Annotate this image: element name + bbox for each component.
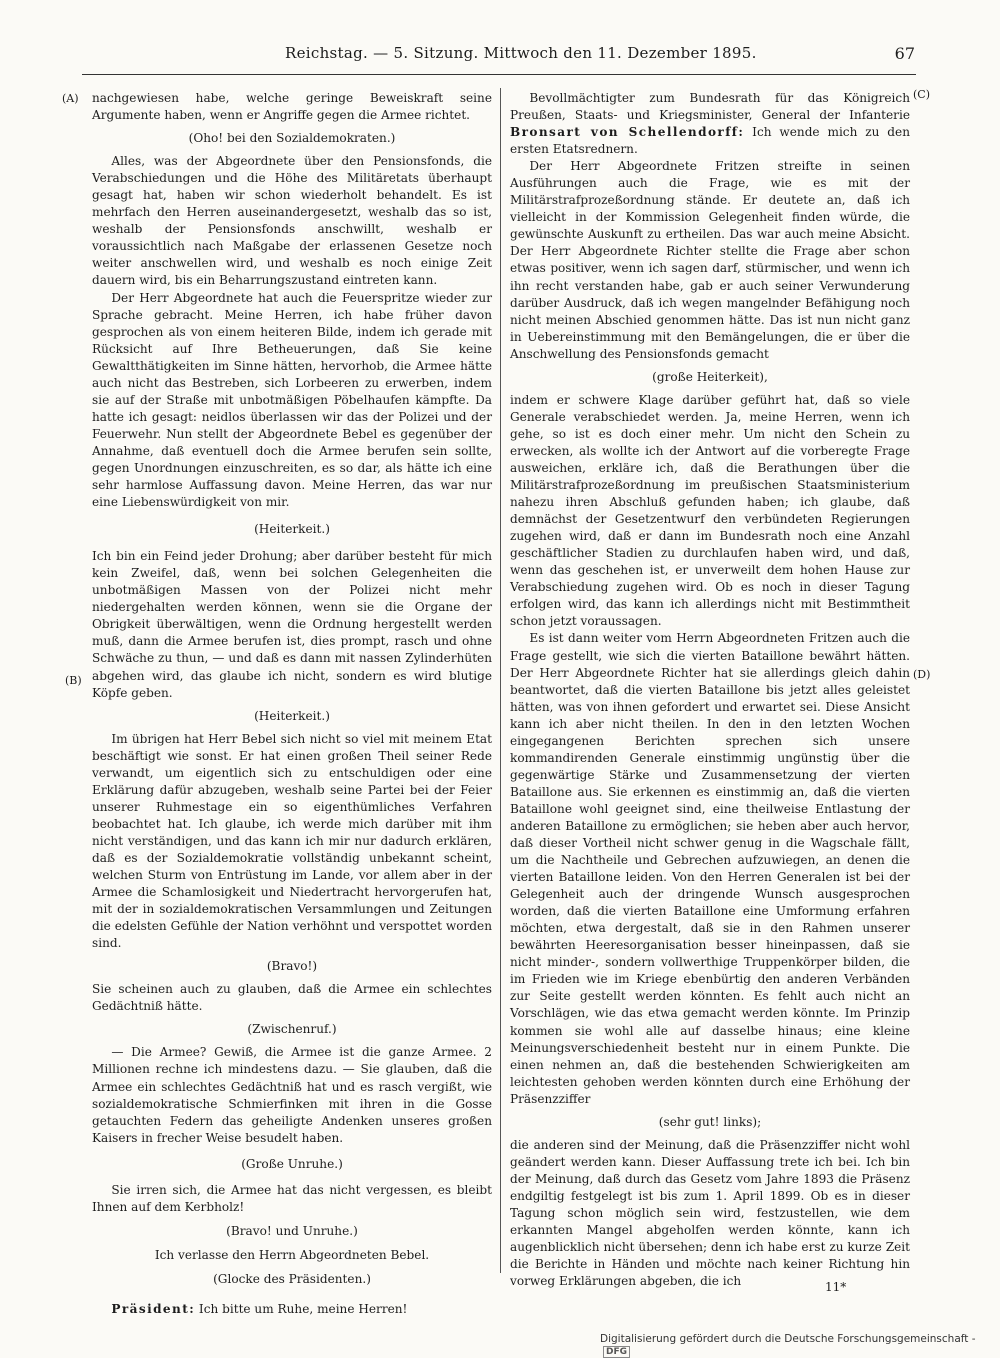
left-column <box>92 90 492 1318</box>
speaker-name: Bronsart von Schellendorff: <box>510 125 745 140</box>
paragraph: Ich bin ein Feind jeder Drohung; aber darüber besteht für mich kein Zweifel, daß, wenn bei solchen Gelegenheiten die unbotmäßigen Massen von der Polizei nicht mehr niedergehalten werden können, wenn sie die Organe der Obrigkeit überwältigen, wenn die Ordnung hergestellt werden muß, dann die Armee berufen ist, dies prompt, rasch und ohne Schwäche zu thun, — und daß es dann mit nassen Zylinderhüten abgehen wird, das glaube ich nicht, sondern es wird blutige Köpfe geben. <box>92 549 492 700</box>
dfg-logo: DFG <box>603 1346 630 1358</box>
paragraph: Alles, was der Abgeordnete über den Pensionsfonds, die Verabschiedungen und die Höhe des Militäretats überhaupt gesagt hat, haben wir schon wiederholt behandelt. Es ist mehrfach den Herren auseinandergesetzt, weshalb das so ist, weshalb der Pensionsfonds anschwillt, weshalb er voraussichtlich nach Maßgabe der erlassenen Gesetze noch weiter anschwellen wird, und weshalb es noch einige Zeit dauern wird, bis ein Beharrungszustand eintreten kann. <box>92 154 492 288</box>
margin-marker-c: (C) <box>913 88 930 101</box>
interjection: (Bravo!) <box>266 959 318 974</box>
president-label: Präsident: <box>111 1302 196 1316</box>
paragraph: indem er schwere Klage darüber geführt hat, daß so viele Generale verabschiedet werden. Ja, meine Herren, wenn ich gehe, so ist es doch einer mehr. Um nicht den Schein zu erwecken, als wollte ich der Antwort auf die vorberegte Frage ausweichen, erkläre ich, daß die Berathungen über die Militärstrafprozeßordnung im preußischen Staatsministerium nahezu ihren Abschluß gefunden haben; ich glaube, daß demnächst der Gesetzentwurf den verbündeten Regierungen zugehen wird, daß er dann im Bundesrath noch eine Anzahl geschäftlicher Stadien zu durchlaufen haben wird, und daß, wenn das geschehen ist, er unverweilt dem hohen Hause zur Verabschiedung zugehen wird. Ob es noch in dieser Tagung erfolgen wird, das kann ich allerdings nicht mit Bestimmtheit schon jetzt voraussagen. <box>510 392 910 629</box>
page-header <box>85 44 915 70</box>
footer-credit <box>600 1333 1000 1358</box>
interjection: (Heiterkeit.) <box>254 522 330 537</box>
margin-marker-d: (D) <box>913 668 931 681</box>
paragraph: Im übrigen hat Herr Bebel sich nicht so viel mit meinem Etat beschäftigt wie sonst. Er hat einen großen Theil seiner Rede verwandt, um eigentlich sich zu entschuldigen oder eine Erklärung dafür abzugeben, weshalb seine Partei bei der Feier unserer Ruhmestage ein so eigenthümliches Verfahren beobachtet hat. Ich glaube, ich werde mich darüber mit ihm nicht verständigen, und das kann ich mir nur dadurch erklären, daß es der Sozialdemokratie vollständig unbekannt scheint, welchen Sturm von Entrüstung im Lande, vor allem aber in der Armee die Schamlosigkeit und Niedertracht hervorgerufen hat, mit der in sozialdemokratischen Versammlungen und Zeitungen die edelsten Gefühle der Nation verhöhnt und verspottet worden sind. <box>92 731 492 951</box>
margin-marker-a: (A) <box>62 92 79 105</box>
header-rule <box>82 74 916 75</box>
paragraph: Der Herr Abgeordnete Fritzen streifte in seinen Ausführungen auch die Frage, wie es mit der Militärstrafprozeßordnung stände. Er deutete an, daß ich vielleicht in der Kommission Gelegenheit finden würde, die gewünschte Auskunft zu ertheilen. Das war auch meine Absicht. Der Herr Abgeordnete Richter stellte die Frage aber schon etwas positiver, wenn ich sagen darf, stürmischer, und wenn ich ihn recht verstanden habe, gab er auch seiner Verwunderung darüber Ausdruck, daß ich wegen mangelnder Befähigung noch nicht meinen Abschied genommen hätte. Das ist nun nicht ganz in Uebereinstimmung mit den Bemängelungen, die er über die Anschwellung des Pensionsfonds gemacht <box>510 159 910 361</box>
interjection: (Glocke des Präsidenten.) <box>213 1271 371 1286</box>
interjection: (Oho! bei den Sozialdemokraten.) <box>188 131 396 146</box>
running-head: Reichstag. — 5. Sitzung. Mittwoch den 11. Dezember 1895. <box>285 44 757 62</box>
interjection: (Bravo! und Unruhe.) <box>226 1223 358 1238</box>
speaker-opening: Ich wende mich zu den ersten Etatsrednern. <box>510 125 910 157</box>
column-divider <box>500 88 501 1273</box>
paragraph: Ich verlasse den Herrn Abgeordneten Bebel. <box>154 1247 430 1262</box>
margin-marker-b: (B) <box>65 674 82 687</box>
signature-mark: 11* <box>825 1280 847 1294</box>
speaker-intro <box>510 90 910 158</box>
page-number: 67 <box>894 44 915 63</box>
paragraph: die anderen sind der Meinung, daß die Präsenzziffer nicht wohl geändert werden kann. Dieser Auffassung trete ich bei. Ich bin der Meinung, daß durch das Gesetz vom Jahre 1893 die Präsenz endgiltig festgelegt ist bis zum 1. April 1899. Ob es in dieser Tagung schon möglich sein wird, festzustellen, wie dem erkannten Mangel abgeholfen werden könnte, kann ich augenblicklich nicht übersehen; denn ich habe erst zu kurze Zeit die Berichte in Händen und möchte nach keiner Richtung hin vorweg Erklärungen abgeben, die ich <box>510 1137 910 1289</box>
paragraph: — Die Armee? Gewiß, die Armee ist die ganze Armee. 2 Millionen rechne ich mindestens dazu. — Sie glauben, daß die Armee ein schlechtes Gedächtniß hat und es rasch vergißt, wie sozialdemokratische Schmierfinken mit ihren in die Gosse getauchten Federn das geheiligte Andenken unseres großen Kaisers in frecher Weise besudelt haben. <box>92 1045 492 1145</box>
interjection: (Heiterkeit.) <box>254 708 330 723</box>
interjection: (Zwischenruf.) <box>247 1022 337 1037</box>
footer-text: Digitalisierung gefördert durch die Deutsche Forschungsgemeinschaft - <box>600 1333 976 1345</box>
paragraph: Sie scheinen auch zu glauben, daß die Armee ein schlechtes Gedächtniß hätte. <box>92 982 492 1014</box>
interjection: (sehr gut! links); <box>658 1114 762 1129</box>
paragraph: Sie irren sich, die Armee hat das nicht vergessen, es bleibt Ihnen auf dem Kerbholz! <box>92 1182 492 1214</box>
paragraph: nachgewiesen habe, welche geringe Beweiskraft seine Argumente haben, wenn er Angriffe gegen die Armee richtet. <box>92 91 492 123</box>
president-text: Ich bitte um Ruhe, meine Herren! <box>198 1302 408 1316</box>
paragraph: Der Herr Abgeordnete hat auch die Feuerspritze wieder zur Sprache gebracht. Meine Herren, ich habe früher davon gesprochen als von einem heiteren Bilde, indem ich gerade mit Rücksicht auf Ihre Betheuerungen, daß Sie keine Gewaltthätigkeiten im Sinne hätten, hervorhob, die Armee hätte auch nicht das Bestreben, sich Lorbeeren zu erwerben, indem sie auf der Straße mit unbotmäßigen Pöbelhaufen kämpfte. Da hatte ich gesagt: neidlos überlassen wir das der Polizei und der Feuerwehr. Nun stellt der Abgeordnete Bebel es gegenüber der Annahme, daß eventuell doch die Armee berufen sein sollte, gegen Unordnungen einzuschreiten, es so dar, als hätte ich eine sehr harmlose Auffassung davon. Meine Herren, das war nur eine Liebenswürdigkeit von mir. <box>92 290 492 510</box>
president-remark <box>92 1301 492 1318</box>
interjection: (Große Unruhe.) <box>241 1156 343 1171</box>
interjection: (große Heiterkeit), <box>652 369 768 384</box>
speaker-title: Bevollmächtigter zum Bundesrath für das Königreich Preußen, Staats- und Kriegsminister, General der Infanterie <box>510 91 910 123</box>
right-column <box>510 90 910 1290</box>
paragraph: Es ist dann weiter vom Herrn Abgeordneten Fritzen auch die Frage gestellt, wie sich die vierten Bataillone bewährt hätten. Der Herr Abgeordnete Richter hat sie allerdings gleich dahin beantwortet, daß die vierten Bataillone bis jetzt alles geleistet hätten, was von ihnen gefordert und erwartet sei. Diese Ansicht kann ich aber nicht theilen. In den in den letzten Wochen eingegangenen Berichten sprechen sich unsere kommandirenden Generale einstimmig ungünstig über die gegenwärtige Stärke und Zusammensetzung der vierten Bataillone aus. Sie erkennen es einstimmig an, daß die vierten Bataillone wohl geeignet sind, eine theilweise Entlastung der anderen Bataillone zu ermöglichen; sie heben aber auch hervor, daß dieser Vortheil nicht schwer genug in die Wagschale fällt, um die Nachtheile und Gebrechen aufzuwiegen, an denen die vierten Bataillone leiden. Von den Herren Generalen ist bei der Gelegenheit auch der dringende Wunsch ausgesprochen worden, daß die vierten Bataillone eine Umformung erfahren möchten, etwa dergestalt, daß sie in den Rahmen unserer bewährten Heeresorganisation besser hineinpassen, daß sie nicht minder-, sondern vollwerthige Truppenkörper bilden, die im Frieden wie im Kriege ebenbürtig den anderen Verbänden zur Seite gestellt werden könnten. Es fehlt auch nicht an Vorschlägen, wie das etwa gemacht werden könnte. Im Prinzip kommen sie wohl alle auf dasselbe hinaus; eine kleine Meinungsverschiedenheit besteht nur in einem Punkte. Die einen nehmen an, daß die bestehenden Schwierigkeiten am leichtesten gehoben werden könnten durch eine Erhöhung der Präsenzziffer <box>510 631 910 1106</box>
